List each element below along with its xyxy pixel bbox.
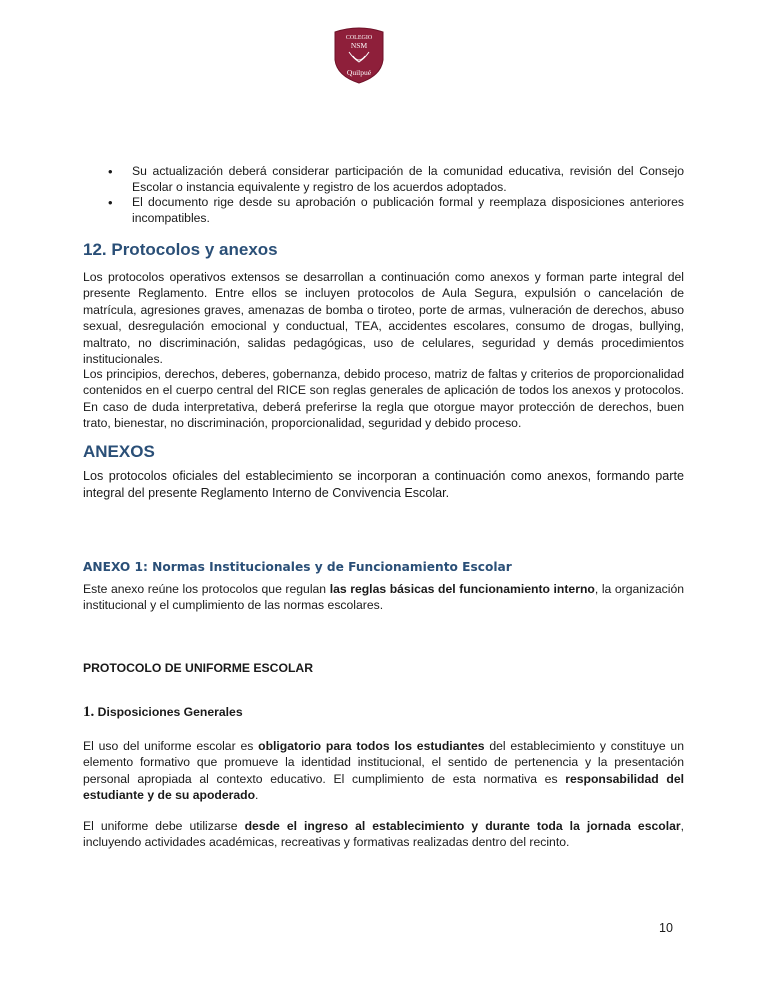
- bullet-icon: •: [108, 164, 113, 179]
- list-item: [108, 164, 684, 195]
- section-12-heading: 12. Protocolos y anexos: [83, 240, 278, 259]
- anexos-paragraph: Los protocolos oficiales del establecimiento se incorporan a continuación como anexos, formando parte integral del presente Reglamento Interno de Convivencia Escolar.: [83, 469, 684, 500]
- section-12-paragraph-2: Los principios, derechos, deberes, gobernanza, debido proceso, matriz de faltas y criterios de proporcionalidad contenidos en el cuerpo central del RICE son reglas generales de aplicación de todos los anexos y protocolos. En caso de duda interpretativa, deberá preferirse la regla que otorgue mayor protección de derechos, buen trato, bienestar, no discriminación, proporcionalidad, seguridad y debido proceso.: [83, 367, 684, 431]
- protocol-title: PROTOCOLO DE UNIFORME ESCOLAR: [83, 661, 313, 675]
- list-item: [108, 195, 684, 226]
- page-number: 10: [659, 921, 673, 935]
- bullet-text: El documento rige desde su aprobación o publicación formal y reemplaza disposiciones anteriores incompatibles.: [132, 195, 684, 225]
- bullet-text: Su actualización deberá considerar participación de la comunidad educativa, revisión del Consejo Escolar o instancia equivalente y registro de los acuerdos adoptados.: [132, 164, 684, 194]
- school-crest-logo: [331, 26, 387, 84]
- anexo-1-heading: ANEXO 1: Normas Institucionales y de Funcionamiento Escolar: [83, 560, 512, 574]
- protocol-paragraph-1: El uso del uniforme escolar es obligatorio para todos los estudiantes del establecimiento y constituye un elemento formativo que promueve la identidad institucional, el sentido de pertenencia y la presentación personal apropiada al contexto educativo. El cumplimiento de esta normativa es responsabilidad del estudiante y de su apoderado.: [83, 739, 684, 803]
- crest-line2: NSM: [350, 41, 368, 50]
- crest-line1: COLEGIO: [345, 35, 373, 41]
- crest-line3: Quilpué: [346, 68, 372, 77]
- anexos-heading: ANEXOS: [83, 442, 155, 461]
- protocol-paragraph-2: El uniforme debe utilizarse desde el ingreso al establecimiento y durante toda la jornada escolar, incluyendo actividades académicas, recreativas y formativas realizadas dentro del recinto.: [83, 819, 684, 850]
- section-12-paragraph-1: Los protocolos operativos extensos se desarrollan a continuación como anexos y forman parte integral del presente Reglamento. Entre ellos se incluyen protocolos de Aula Segura, expulsión o cancelación de matrícula, agresiones graves, amenazas de bomba o tiroteo, porte de armas, vulneración de derechos, abuso sexual, desregulación emocional y conductual, TEA, accidentes escolares, consumo de drogas, bullying, maltrato, no discriminación, salidas pedagógicas, uso de celulares, seguridad y demás procedimientos institucionales.: [83, 270, 684, 367]
- bullet-list: [108, 164, 684, 226]
- bullet-icon: •: [108, 195, 113, 210]
- subsection-heading: 1. Disposiciones Generales: [83, 704, 243, 720]
- anexo-1-paragraph: Este anexo reúne los protocolos que regulan las reglas básicas del funcionamiento interno, la organización institucional y el cumplimiento de las normas escolares.: [83, 582, 684, 613]
